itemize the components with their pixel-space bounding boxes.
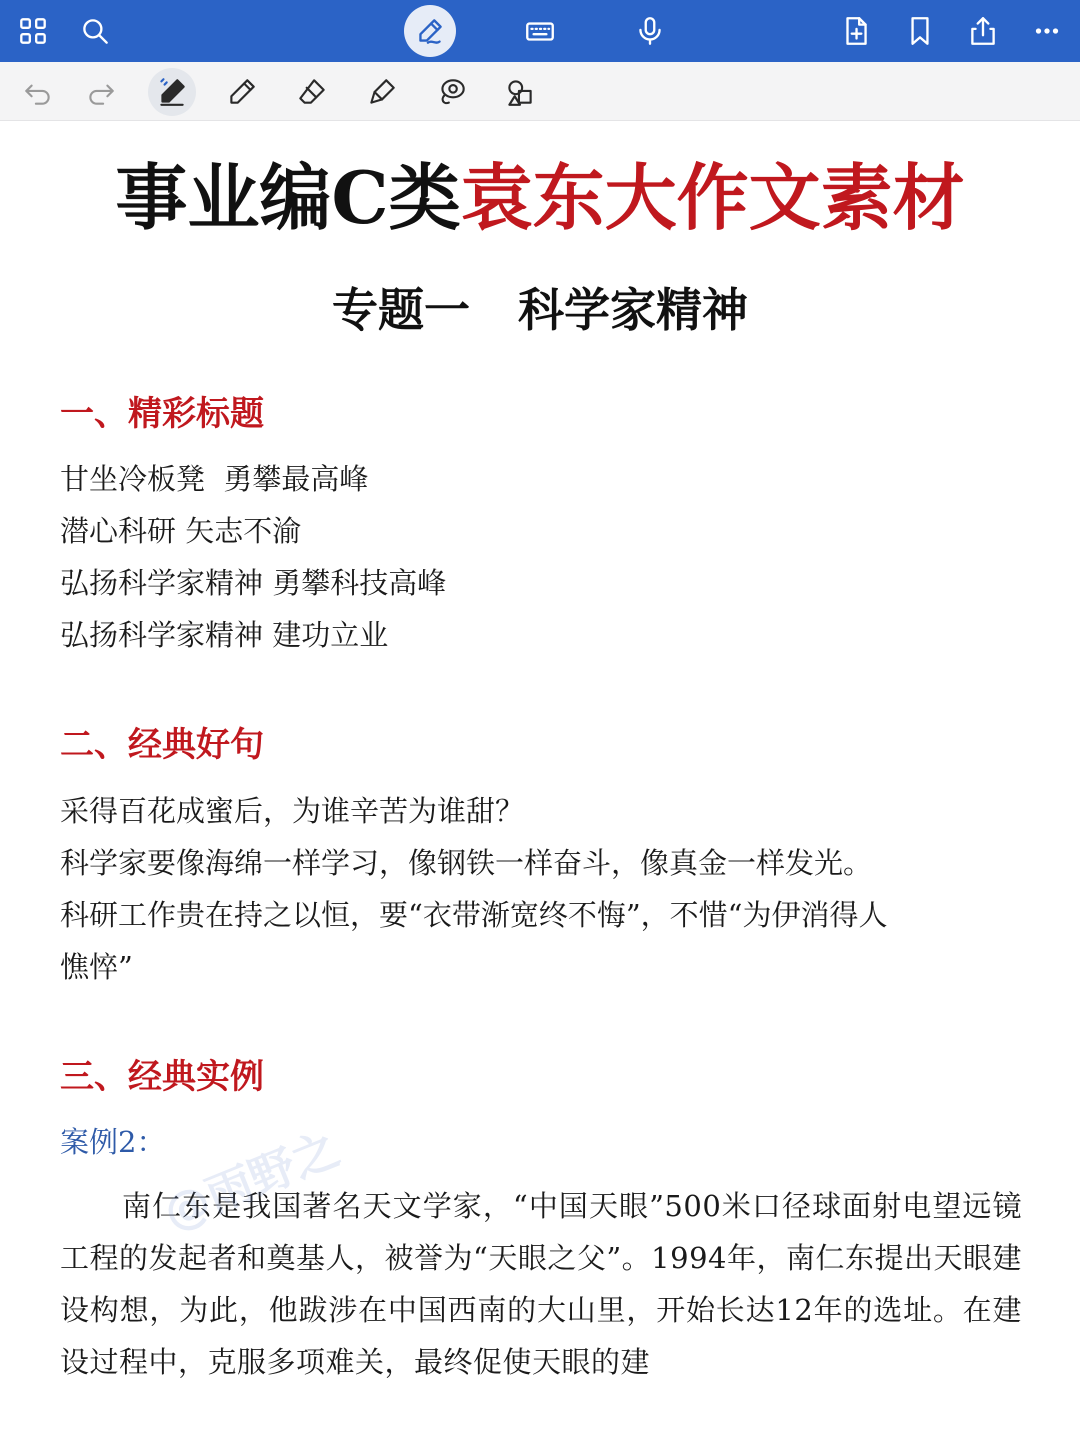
quote-line-2: 科学家要像海绵一样学习，像钢铁一样奋斗，像真金一样发光。 (60, 846, 873, 880)
shapes-icon[interactable] (498, 70, 542, 114)
quote-line-3: 科研工作贵在持之以恒，要“衣带渐宽终不悔”，不惜“为伊消得人 (60, 898, 888, 932)
eraser-icon[interactable] (290, 70, 334, 114)
highlighter-icon[interactable] (360, 70, 404, 114)
title-line-2: 潜心科研 矢志不渝 (60, 514, 302, 548)
document-subtitle: 专题一 科学家精神 (331, 283, 749, 337)
share-icon[interactable] (958, 6, 1008, 56)
grid-icon[interactable] (8, 6, 58, 56)
redo-icon[interactable] (79, 70, 123, 114)
title-line-3: 弘扬科学家精神 勇攀科技高峰 (60, 566, 447, 600)
keyboard-icon[interactable] (515, 6, 565, 56)
document-page (0, 120, 1080, 1440)
case-label: 案例2： (60, 1125, 166, 1159)
app-bar (0, 0, 1080, 62)
title-red-part: 袁东大作文素材 (460, 155, 965, 240)
pen-mode-icon[interactable] (404, 5, 456, 57)
add-page-icon[interactable] (831, 6, 881, 56)
section-heading-quotes: 二、经典好句 (60, 725, 264, 765)
title-line-1: 甘坐冷板凳 勇攀最高峰 (60, 462, 369, 496)
section-heading-titles: 一、精彩标题 (60, 394, 264, 434)
more-icon[interactable] (1022, 6, 1072, 56)
undo-icon[interactable] (16, 70, 60, 114)
title-black-part: 事业编C类 (115, 155, 461, 240)
quote-line-4: 憔悴” (60, 950, 133, 984)
quote-line-1: 采得百花成蜜后，为谁辛苦为谁甜？ (60, 794, 525, 828)
lasso-icon[interactable] (430, 70, 474, 114)
bookmark-icon[interactable] (895, 6, 945, 56)
watermark: @雨野之 (155, 1121, 347, 1241)
section-heading-examples: 三、经典实例 (60, 1057, 264, 1097)
pencil-icon[interactable] (220, 70, 264, 114)
title-line-4: 弘扬科学家精神 建功立业 (60, 618, 389, 652)
search-icon[interactable] (70, 6, 120, 56)
document-title (0, 156, 1080, 240)
fountain-pen-icon[interactable] (148, 68, 196, 116)
pen-toolbar (0, 62, 1080, 121)
case-paragraph: 南仁东是我国著名天文学家，“中国天眼”500米口径球面射电望远镜工程的发起者和奠基人，被誉为“天眼之父”。1994年，南仁东提出天眼建设构想，为此，他跋涉在中国西南的大山里，开始长达12年的选址。在建设过程中，克服多项难关，最终促使天眼的建 (60, 1189, 1022, 1379)
microphone-icon[interactable] (625, 6, 675, 56)
